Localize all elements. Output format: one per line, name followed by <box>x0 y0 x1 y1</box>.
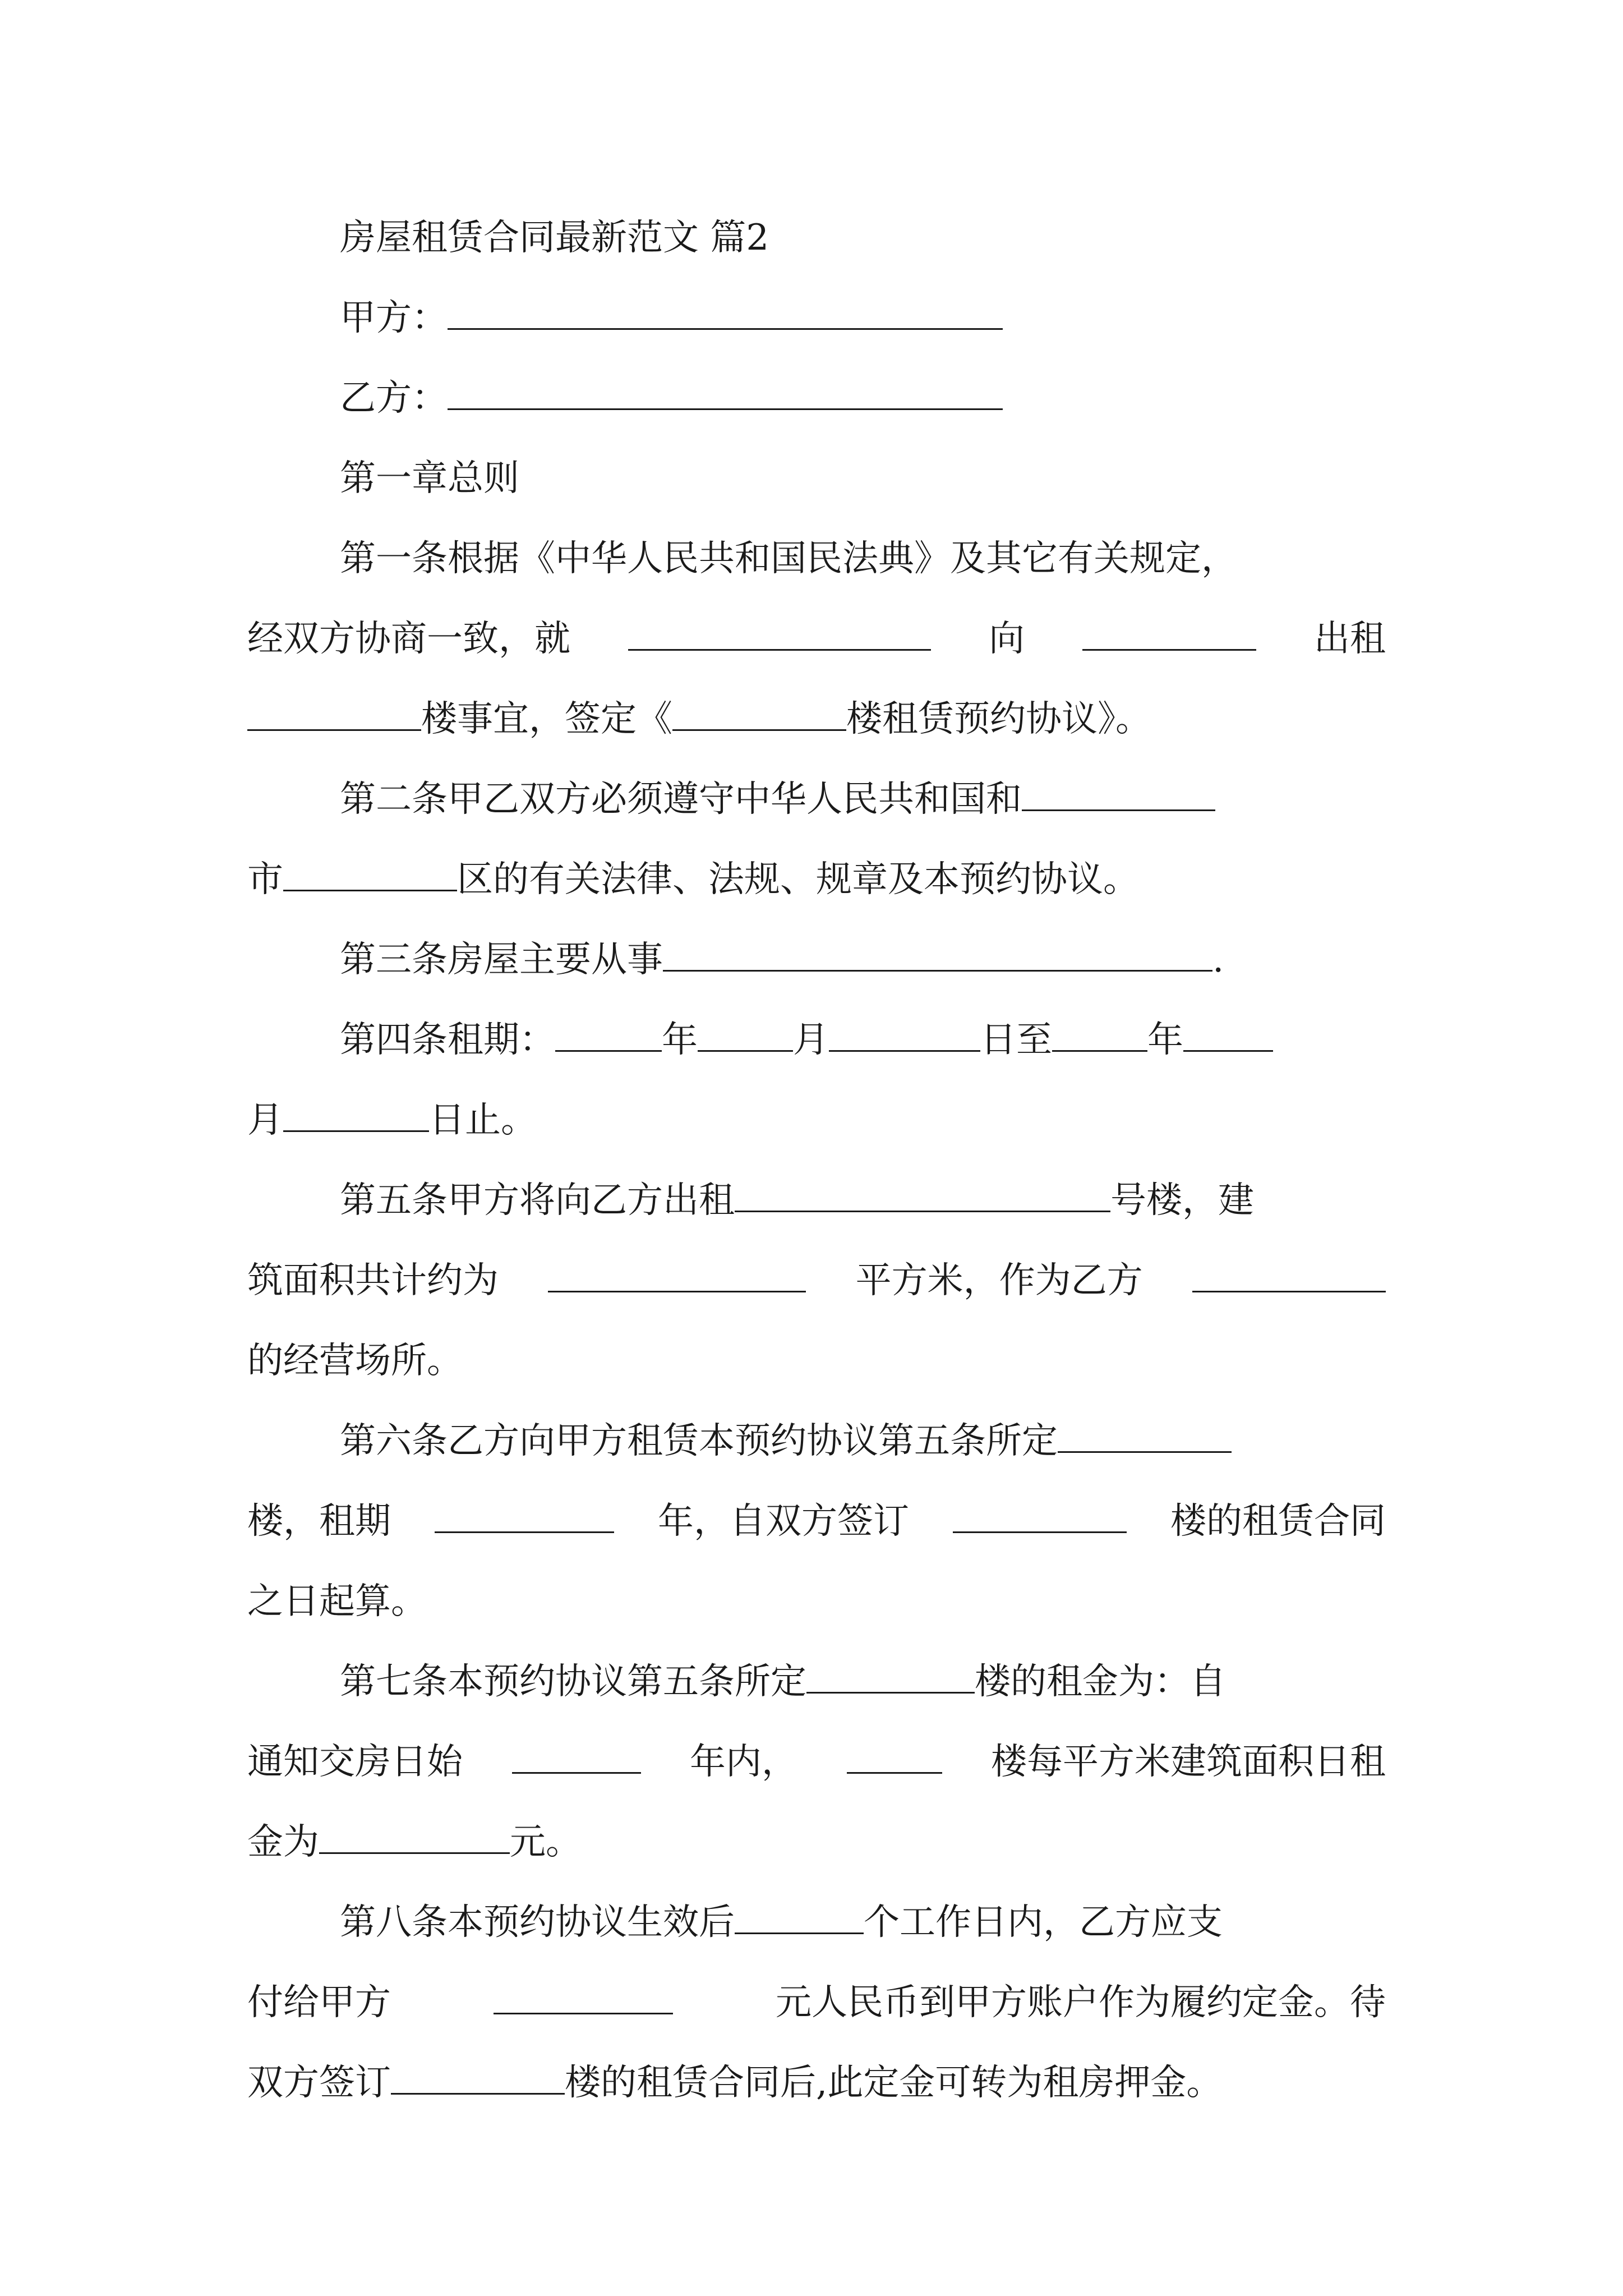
art2-p1: 第二条甲乙双方必须遵守中华人民共和国和 <box>340 779 1022 820</box>
article-1-line-3 <box>247 694 1386 744</box>
art6-blank-1 <box>1058 1418 1232 1453</box>
article-6-line-1 <box>247 1416 1386 1466</box>
article-5-line-2 <box>247 1256 1386 1305</box>
art1-p3b: 楼租赁预约协议》。 <box>846 698 1151 740</box>
art7-p2b: 年内， <box>690 1741 797 1783</box>
art5-p1b: 号楼，建 <box>1110 1180 1254 1221</box>
article-3-line-1 <box>247 935 1386 984</box>
art7-p2a: 通知交房日始 <box>247 1741 463 1783</box>
art5-p2b: 平方米，作为乙方 <box>855 1260 1143 1301</box>
art5-blank-2 <box>548 1257 806 1292</box>
art4-month-1: 月 <box>793 1019 829 1061</box>
art6-blank-3 <box>953 1498 1127 1533</box>
art5-p2a: 筑面积共计约为 <box>247 1260 499 1301</box>
art8-p2b: 元人民币到甲方账户作为履约定金。待 <box>776 1982 1386 2023</box>
title-text: 房屋租赁合同最新范文 篇2 <box>340 217 769 259</box>
art7-p3a: 金为 <box>247 1821 319 1863</box>
art6-p2a: 楼，租期 <box>247 1501 391 1542</box>
art8-p3a: 双方签订 <box>247 2062 391 2104</box>
article-5-line-1 <box>247 1176 1386 1225</box>
art5-blank-1 <box>735 1177 1110 1212</box>
party-a-label: 甲方： <box>340 297 448 339</box>
art7-blank-2 <box>512 1738 641 1774</box>
chapter1-heading: 第一章总则 <box>340 458 519 499</box>
art1-blank-4 <box>672 696 846 731</box>
article-8-line-2 <box>247 1978 1386 2027</box>
art2-p2a: 市 <box>247 859 283 900</box>
art8-p1b: 个工作日内，乙方应支 <box>864 1902 1223 1943</box>
art5-p1a: 第五条甲方将向乙方出租 <box>340 1180 735 1221</box>
chapter-heading <box>247 454 1386 503</box>
article-1-line-1 <box>247 534 1386 583</box>
art4-p1a: 第四条租期： <box>340 1019 555 1061</box>
art6-p1: 第六条乙方向甲方租赁本预约协议第五条所定 <box>340 1420 1058 1462</box>
article-2-line-1 <box>247 775 1386 824</box>
art7-p1b: 楼的租金为：自 <box>975 1661 1226 1703</box>
art4-blank-1 <box>555 1016 662 1052</box>
party-b-line <box>247 374 1386 423</box>
art4-blank-6 <box>283 1097 429 1132</box>
article-1-line-2 <box>247 614 1386 664</box>
art4-year-1: 年 <box>662 1019 698 1061</box>
art7-p3b: 元。 <box>510 1821 582 1863</box>
art6-p2b: 年，自双方签订 <box>658 1501 909 1542</box>
article-2-line-2 <box>247 855 1386 904</box>
article-8-line-1 <box>247 1898 1386 1947</box>
article-6-line-2 <box>247 1497 1386 1546</box>
art4-year-2: 年 <box>1147 1019 1183 1061</box>
article-4-line-2 <box>247 1096 1386 1145</box>
article-5-line-3 <box>247 1336 1386 1386</box>
art8-p2a: 付给甲方 <box>247 1982 391 2023</box>
art1-p1: 第一条根据《中华人民共和国民法典》及其它有关规定， <box>340 538 1237 579</box>
party-b-label: 乙方： <box>340 378 448 419</box>
art8-p3b: 楼的租赁合同后,此定金可转为租房押金。 <box>565 2062 1223 2104</box>
art2-p2b: 区的有关法律、法规、规章及本预约协议。 <box>457 859 1139 900</box>
art7-blank-1 <box>806 1658 975 1694</box>
art4-blank-2 <box>698 1016 793 1052</box>
article-8-line-3 <box>247 2058 1386 2108</box>
party-b-blank <box>448 375 1003 410</box>
art8-blank-1 <box>735 1899 864 1934</box>
art6-p3: 之日起算。 <box>247 1581 427 1622</box>
art8-p1a: 第八条本预约协议生效后 <box>340 1902 735 1943</box>
art1-blank-1 <box>628 615 931 651</box>
art4-blank-5 <box>1183 1016 1273 1052</box>
art6-blank-2 <box>435 1498 614 1533</box>
art1-p2b: 向 <box>989 618 1025 660</box>
article-7-line-2 <box>247 1737 1386 1787</box>
art7-blank-3 <box>847 1738 942 1774</box>
art2-blank-2 <box>283 856 457 891</box>
art1-p2a: 经双方协商一致，就 <box>247 618 570 660</box>
document-title <box>247 213 1386 263</box>
art5-p3: 的经营场所。 <box>247 1340 463 1382</box>
art4-blank-4 <box>1052 1016 1147 1052</box>
art4-p2a: 月 <box>247 1099 283 1141</box>
art4-day-to: 日至 <box>980 1019 1052 1061</box>
art4-blank-3 <box>829 1016 980 1052</box>
art8-blank-3 <box>391 2059 565 2095</box>
art7-p1a: 第七条本预约协议第五条所定 <box>340 1661 806 1703</box>
art1-p2c: 出租 <box>1314 618 1386 660</box>
article-7-line-1 <box>247 1657 1386 1706</box>
party-a-blank <box>448 295 1003 330</box>
art6-p2c: 楼的租赁合同 <box>1170 1501 1386 1542</box>
art7-p2c: 楼每平方米建筑面积日租 <box>991 1741 1386 1783</box>
art1-blank-2 <box>1082 615 1256 651</box>
art3-blank <box>663 936 1212 972</box>
document-body <box>247 213 1386 2138</box>
art7-blank-4 <box>319 1819 510 1854</box>
party-a-line <box>247 293 1386 343</box>
art8-blank-2 <box>494 1979 673 2014</box>
article-4-line-1 <box>247 1015 1386 1065</box>
art1-blank-3 <box>247 696 421 731</box>
article-6-line-3 <box>247 1577 1386 1626</box>
article-7-line-3 <box>247 1818 1386 1867</box>
art5-blank-3 <box>1192 1257 1386 1292</box>
art2-blank-1 <box>1022 776 1215 811</box>
art3-p1a: 第三条房屋主要从事 <box>340 939 663 981</box>
art1-p3a: 楼事宜，签定《 <box>421 698 672 740</box>
art4-p2b: 日止。 <box>429 1099 537 1141</box>
art3-p1b: . <box>1212 939 1224 981</box>
